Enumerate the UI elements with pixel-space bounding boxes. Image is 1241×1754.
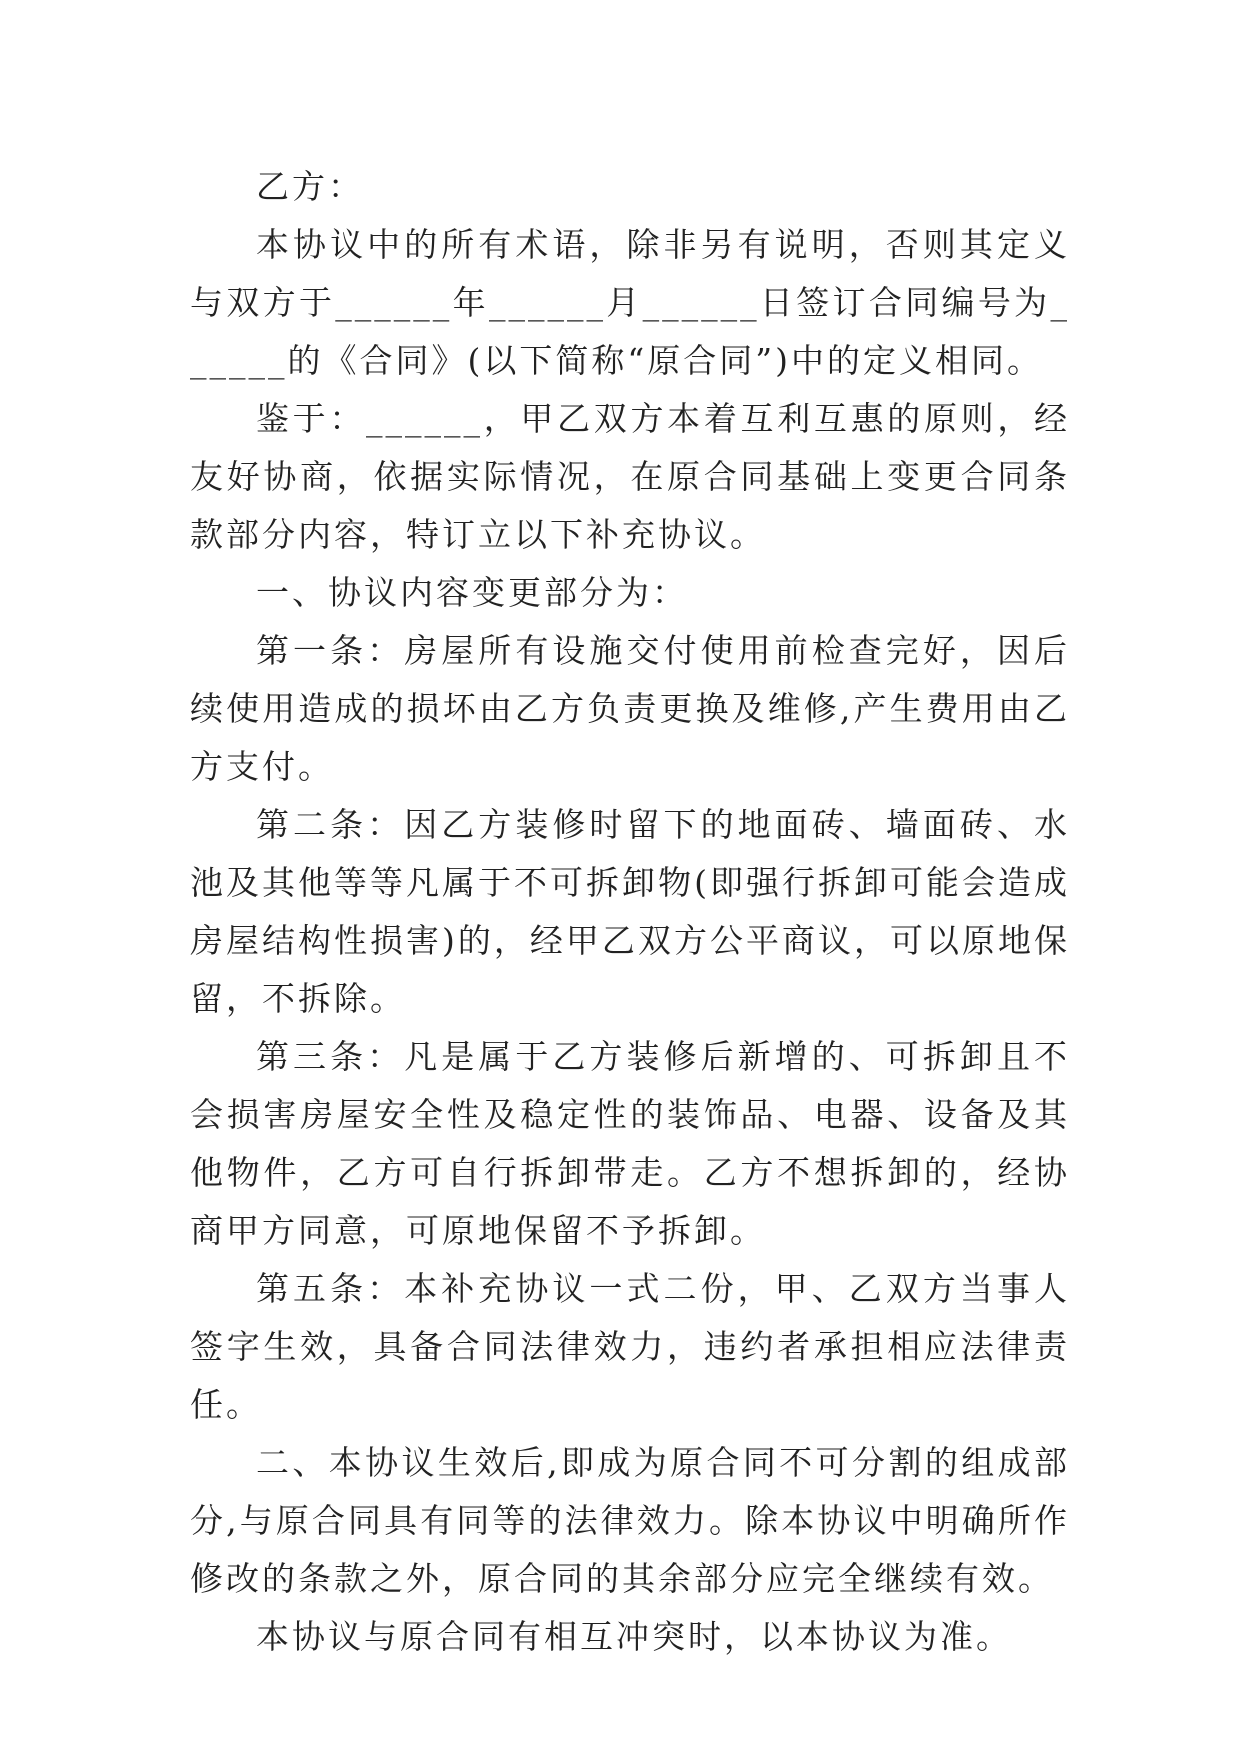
article-three-paragraph: 第三条：凡是属于乙方装修后新增的、可拆卸且不会损害房屋安全性及稳定性的装饰品、电器、设备及其他物件，乙方可自行拆卸带走。乙方不想拆卸的，经协商甲方同意，可原地保留不予拆卸。 <box>190 1037 1070 1250</box>
document-body <box>190 158 1070 1666</box>
terms-definition-paragraph: 本协议中的所有术语，除非另有说明，否则其定义与双方于______年______月______日签订合同编号为______的《合同》(以下简称“原合同”)中的定义相同。 <box>190 225 1070 380</box>
article-two-paragraph: 第二条：因乙方装修时留下的地面砖、墙面砖、水池及其他等等凡属于不可拆卸物(即强行拆卸可能会造成房屋结构性损害)的，经甲乙双方公平商议，可以原地保留，不拆除。 <box>190 805 1070 1018</box>
whereas-paragraph: 鉴于：______，甲乙双方本着互利互惠的原则，经友好协商，依据实际情况，在原合同基础上变更合同条款部分内容，特订立以下补充协议。 <box>190 399 1070 554</box>
section-one-heading: 一、协议内容变更部分为： <box>256 573 688 612</box>
party-b-label: 乙方： <box>256 167 364 206</box>
article-five-paragraph: 第五条：本补充协议一式二份，甲、乙双方当事人签字生效，具备合同法律效力，违约者承担相应法律责任。 <box>190 1269 1070 1424</box>
conflict-clause-paragraph: 本协议与原合同有相互冲突时，以本协议为准。 <box>256 1617 1012 1656</box>
section-two-paragraph: 二、本协议生效后,即成为原合同不可分割的组成部分,与原合同具有同等的法律效力。除本协议中明确所作修改的条款之外，原合同的其余部分应完全继续有效。 <box>190 1443 1070 1598</box>
article-one-paragraph: 第一条：房屋所有设施交付使用前检查完好，因后续使用造成的损坏由乙方负责更换及维修,产生费用由乙方支付。 <box>190 631 1070 786</box>
